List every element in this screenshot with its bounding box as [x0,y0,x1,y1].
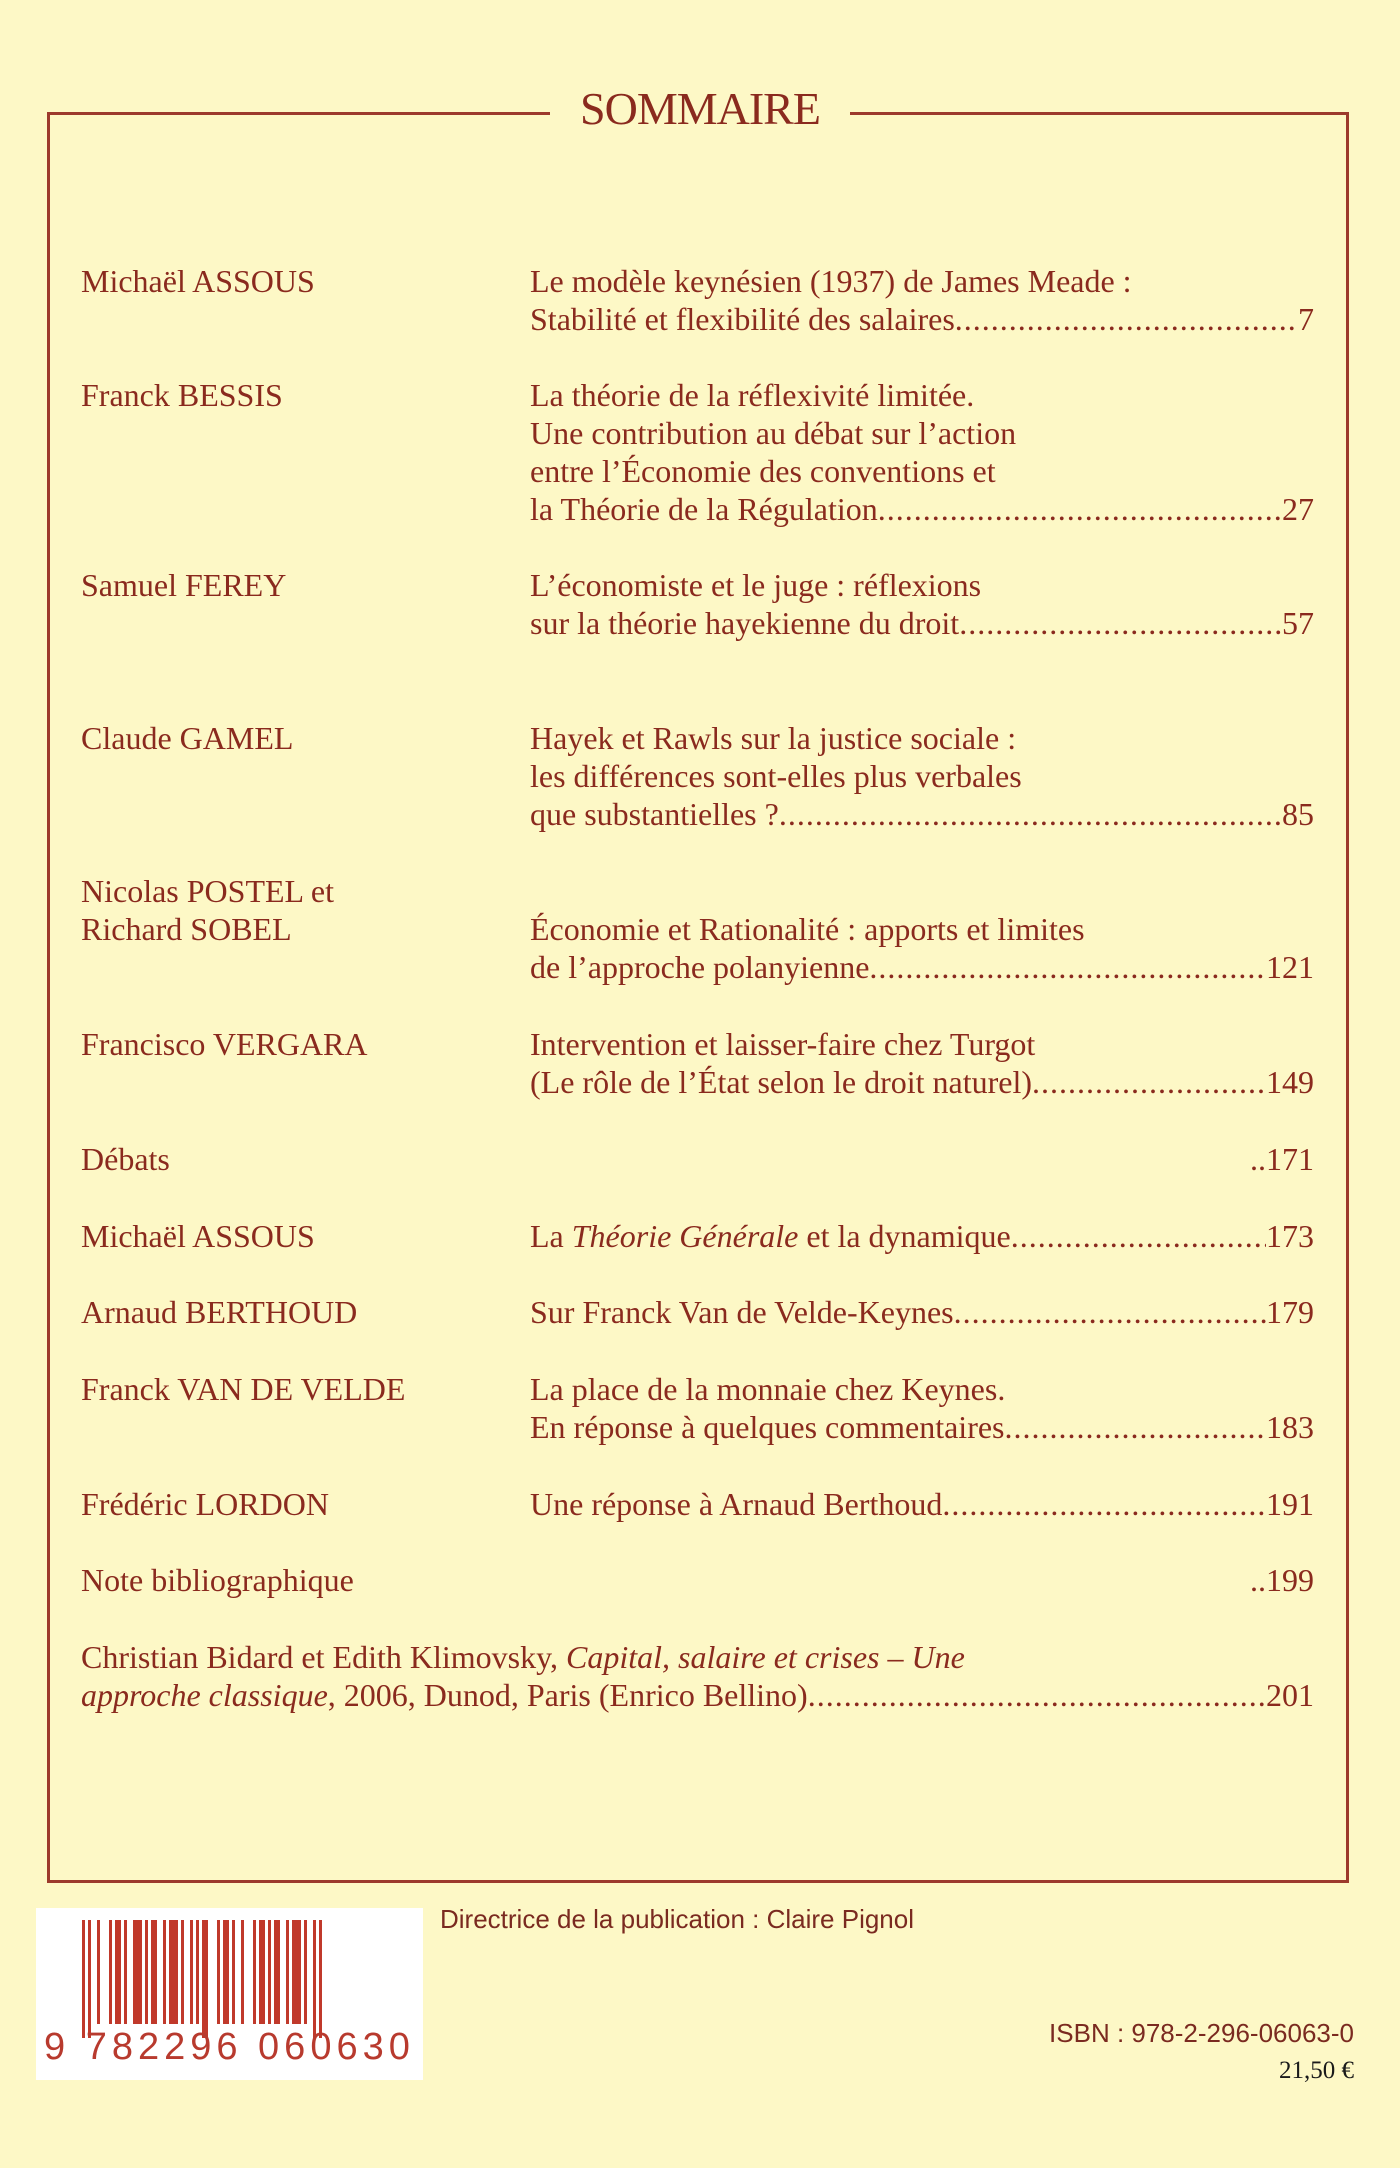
article-leader-line [530,795,1314,833]
barcode-bar [82,1920,85,2038]
entry-author: Frédéric LORDON [81,1486,329,1522]
entry-author: Samuel FEREY [81,567,287,603]
article-line: En réponse à quelques commentaires [530,1409,1005,1445]
barcode-bar [232,1920,235,2024]
page-number: 27 [1282,491,1314,527]
article-line: L’économiste et le juge : réflexions [530,567,982,603]
article-line: Une réponse à Arnaud Berthoud [530,1486,943,1522]
page-number: 179 [1266,1294,1314,1330]
section-label: Note bibliographique [81,1562,354,1598]
entry-author: Richard SOBEL [81,911,292,947]
article-line: La [530,1218,572,1254]
biblio-line [81,1638,1314,1676]
barcode-bar [253,1920,256,2024]
entry-article [530,1370,1314,1446]
barcode-bar [145,1920,148,2024]
barcode-bar [241,1920,244,2024]
article-line: La théorie de la réflexivité limitée. [530,377,975,413]
entry-author: Francisco VERGARA [81,1026,368,1062]
article-line: sur la théorie hayekienne du droit [530,605,960,641]
article-line: Sur Franck Van de Velde-Keynes [530,1294,954,1330]
barcode-bar [109,1920,112,2024]
entry-article [530,262,1314,338]
article-leader-line [530,1293,1314,1331]
page-number: 183 [1266,1409,1314,1445]
article-leader-line [530,604,1314,642]
barcode-bar [124,1920,127,2024]
page-number: 173 [1266,1218,1314,1254]
barcode-bar [88,1920,91,2038]
page-number: 121 [1266,949,1314,985]
entry-article [530,566,1314,642]
barcode-bar [268,1920,271,2024]
entry-article [530,376,1314,528]
publication-director: Directrice de la publication : Claire Pignol [440,1904,915,1934]
barcode-bar [286,1920,289,2024]
article-leader-line [530,1217,1314,1255]
article-line: Stabilité et flexibilité des salaires [530,301,955,337]
entry-author: Franck BESSIS [81,377,283,413]
barcode-bar [133,1920,142,2024]
biblio-leader-line [81,1676,1314,1714]
section-label: Débats [81,1141,170,1177]
entry-author: Franck VAN DE VELDE [81,1371,406,1407]
article-leader-line [530,300,1314,338]
article-line: Une contribution au débat sur l’action [530,415,1017,451]
barcode-bar [115,1920,121,2024]
barcode-bar [217,1920,220,2024]
barcode-bar [223,1920,229,2024]
barcode-bar [259,1920,265,2024]
barcode-bar [319,1920,322,2038]
barcode-bar [292,1920,301,2024]
page-number: 201 [1266,1677,1314,1713]
article-line: entre l’Économie des conventions et [530,453,996,489]
barcode-bar [313,1920,316,2038]
entry-article [530,910,1314,986]
article-line: Économie et Rationalité : apports et limites [530,911,1085,947]
article-italic-title: Théorie Générale [571,1218,799,1254]
barcode-bar [304,1920,307,2024]
page-number: ..171 [1250,1141,1314,1177]
entry-article [530,1217,1314,1255]
barcode-bar [181,1920,184,2024]
barcode-bar [151,1920,157,2024]
article-leader-line [530,490,1314,528]
article-leader-line [530,1063,1314,1101]
page-number: 57 [1282,605,1314,641]
page-number: 149 [1266,1064,1314,1100]
biblio-details: , 2006, Dunod, Paris (Enrico Bellino) [327,1677,808,1713]
page-number: 191 [1266,1486,1314,1522]
entry-author: Nicolas POSTEL et [81,873,334,909]
article-line: (Le rôle de l’État selon le droit naturel) [530,1064,1033,1100]
article-line: La place de la monnaie chez Keynes. [530,1371,1006,1407]
article-leader-line [530,1485,1314,1523]
barcode-bar [190,1920,193,2024]
barcode-bar [97,1920,100,2024]
barcode [36,1908,423,2080]
barcode-number: 9 782296 060630 [44,2026,415,2068]
entry-article [530,719,1314,833]
entry-author: Michaël ASSOUS [81,1218,315,1254]
article-line: de l’approche polanyienne [530,949,870,985]
biblio-title: Capital, salaire et crises – Une [566,1639,965,1675]
biblio-authors: Christian Bidard et Edith Klimovsky, [81,1639,566,1675]
article-line: que substantielles ? [530,796,779,832]
entry-author: Arnaud BERTHOUD [81,1294,358,1330]
entry-article [530,1485,1314,1523]
entry-article [530,1025,1314,1101]
page-number: ..199 [1250,1562,1314,1598]
biblio-title: approche classique [81,1677,328,1713]
article-line: et la dynamique [798,1218,1011,1254]
barcode-bar [163,1920,166,2024]
page-title: SOMMAIRE [550,84,850,134]
barcode-bar [274,1920,280,2024]
article-line: la Théorie de la Régulation [530,491,878,527]
barcode-bar [169,1920,178,2024]
article-line: Hayek et Rawls sur la justice sociale : [530,720,1017,756]
entry-author: Michaël ASSOUS [81,263,315,299]
article-line: Le modèle keynésien (1937) de James Meade : [530,263,1132,299]
price: 21,50 € [1279,2057,1354,2084]
article-leader-line [530,948,1314,986]
article-line: les différences sont-elles plus verbales [530,758,1022,794]
page-number: 7 [1298,301,1314,337]
barcode-bar [202,1920,208,2038]
entry-article [530,1293,1314,1331]
isbn: ISBN : 978-2-296-06063-0 [1049,2018,1354,2048]
article-line: Intervention et laisser-faire chez Turgot [530,1026,1036,1062]
barcode-bar [196,1920,199,2024]
entry-author: Claude GAMEL [81,720,294,756]
article-leader-line [530,1408,1314,1446]
page-number: 85 [1282,796,1314,832]
